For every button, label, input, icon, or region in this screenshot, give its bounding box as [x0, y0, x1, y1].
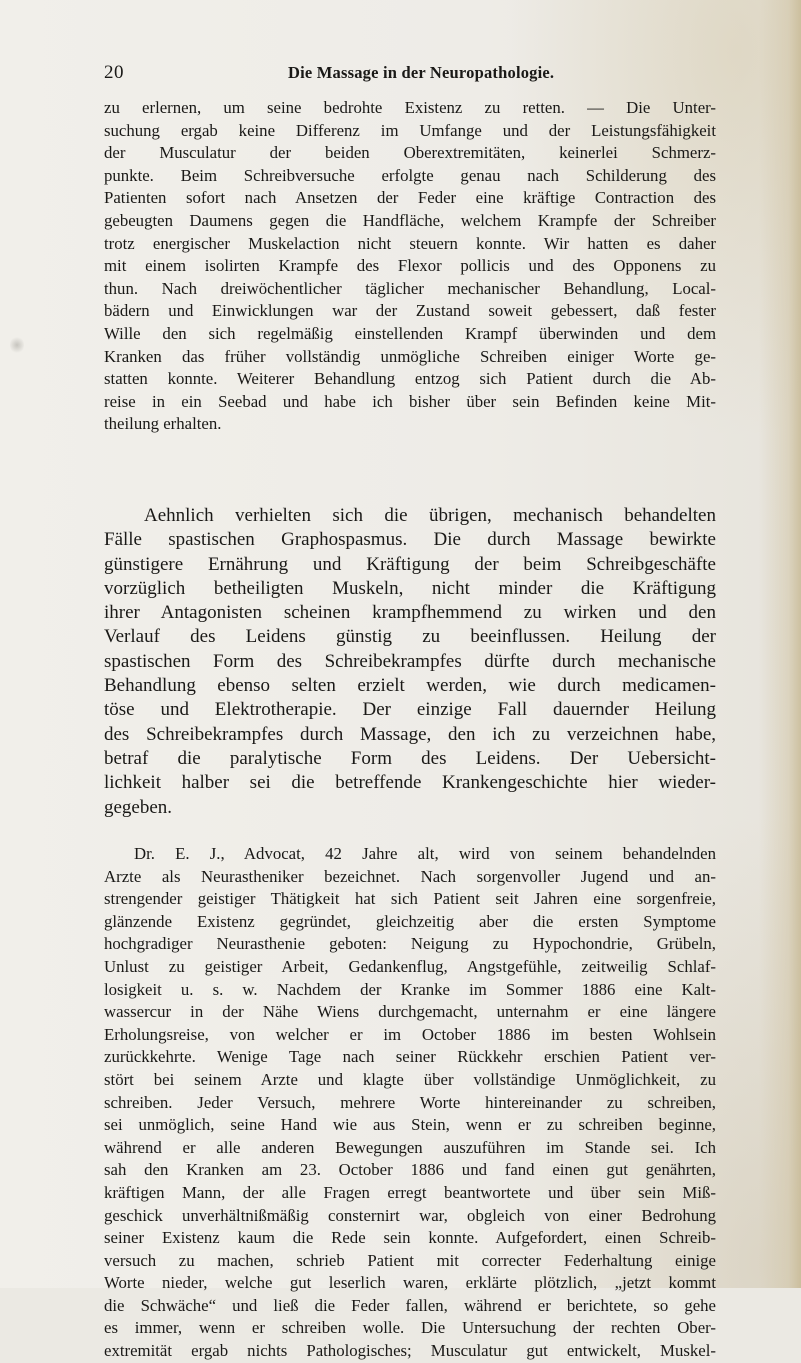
text-line: thun. Nach dreiwöchentlicher täglicher mechanischer Behandlung, Local-: [104, 278, 716, 298]
text-line: günstigere Ernährung und Kräftigung der beim Schreibgeschäfte: [104, 553, 716, 575]
text-line: sah den Kranken am 23. October 1886 und fand einen gut genährten,: [104, 1160, 716, 1180]
text-line: sei unmöglich, seine Hand wie aus Stein, wenn er zu schreiben beginne,: [104, 1115, 716, 1135]
text-line: trotz energischer Muskelaction nicht steuern konnte. Wir hatten es daher: [104, 233, 716, 253]
text-line: Verlauf des Leidens günstig zu beeinflussen. Heilung der: [104, 626, 716, 648]
text-line: Worte nieder, welche gut leserlich waren, erklärte plötzlich, „jetzt kommt: [104, 1273, 716, 1293]
running-title: Die Massage in der Neuropathologie.: [288, 63, 555, 82]
text-line: zu erlernen, um seine bedrohte Existenz zu retten. — Die Unter-: [104, 98, 716, 117]
text-line: glänzende Existenz gegründet, gleichzeitig aber die ersten Symptome: [104, 911, 716, 931]
paragraph-main: [104, 504, 716, 820]
text-line: des Schreibekrampfes durch Massage, den ich zu verzeichnen habe,: [104, 723, 716, 745]
text-line: seiner Existenz kaum die Rede sein konnte. Aufgefordert, einen Schreib-: [104, 1228, 716, 1248]
text-line: statten konnte. Weiterer Behandlung entzog sich Patient durch die Ab-: [104, 369, 716, 389]
page-edge-shading: [759, 0, 801, 1288]
text-line: extremität ergab nichts Pathologisches; Musculatur gut entwickelt, Muskel-: [104, 1341, 716, 1361]
text-line: bädern und Einwicklungen war der Zustand soweit gebessert, daß fester: [104, 301, 716, 321]
page-number: 20: [104, 62, 124, 83]
text-line: vorzüglich betheiligten Muskeln, nicht minder die Kräftigung: [104, 577, 716, 599]
text-line: kräftigen Mann, der alle Fragen erregt beantwortete und über sein Miß-: [104, 1182, 716, 1202]
text-line: Wille den sich regelmäßig einstellenden Krampf überwinden und dem: [104, 323, 716, 343]
paper-stain: [10, 336, 24, 354]
text-line: betraf die paralytische Form des Leidens. Der Uebersicht-: [104, 747, 716, 769]
text-line: Kranken das früher vollständig unmögliche Schreiben einiger Worte ge-: [104, 346, 716, 366]
text-line: es immer, wenn er schreiben wolle. Die Untersuchung der rechten Ober-: [104, 1318, 716, 1338]
text-line: reise in ein Seebad und habe ich bisher über sein Befinden keine Mit-: [104, 391, 716, 411]
text-line: Arzte als Neurastheniker bezeichnet. Nach sorgenvoller Jugend und an-: [104, 866, 716, 886]
text-line: töse und Elektrotherapie. Der einzige Fall dauernder Heilung: [104, 699, 716, 721]
text-line: schreiben. Jeder Versuch, mehrere Worte hintereinander zu schreiben,: [104, 1092, 716, 1112]
text-line: versuch zu machen, schrieb Patient mit correcter Federhaltung einige: [104, 1250, 716, 1270]
text-line: losigkeit u. s. w. Nachdem der Kranke im Sommer 1886 eine Kalt-: [104, 979, 716, 999]
paragraph-case-history: [104, 843, 716, 1363]
running-head: [0, 62, 801, 88]
text-line: Erholungsreise, von welcher er im October 1886 im besten Wohlsein: [104, 1024, 716, 1044]
text-line: lichkeit halber sei die betreffende Krankengeschichte hier wieder-: [104, 772, 716, 794]
text-line: gebeugten Daumens gegen die Handfläche, welchem Krampfe der Schreiber: [104, 210, 716, 230]
text-line: während er alle anderen Bewegungen auszuführen im Stande sei. Ich: [104, 1137, 716, 1157]
text-line: suchung ergab keine Differenz im Umfange und der Leistungsfähigkeit: [104, 120, 716, 140]
text-line: stört bei seinem Arzte und klagte über vollständige Unmöglichkeit, zu: [104, 1069, 716, 1089]
paragraph-continuation: [104, 97, 716, 436]
text-line: wassercur in der Nähe Wiens durchgemacht, unternahm er eine längere: [104, 1002, 716, 1022]
text-line: Fälle spastischen Graphospasmus. Die durch Massage bewirkte: [104, 529, 716, 551]
text-line: spastischen Form des Schreibekrampfes dürfte durch mechanische: [104, 650, 716, 672]
text-line: theilung erhalten.: [104, 414, 222, 434]
text-line: geschick unverhältnißmäßig consternirt war, obgleich von einer Bedrohung: [104, 1205, 716, 1225]
text-line: der Musculatur der beiden Oberextremitäten, keinerlei Schmerz-: [104, 143, 716, 163]
text-line: Dr. E. J., Advocat, 42 Jahre alt, wird von seinem behandelnden: [134, 844, 716, 863]
text-line: Behandlung ebenso selten erzielt werden, wie durch medicamen-: [104, 675, 716, 697]
text-line: mit einem isolirten Krampfe des Flexor pollicis und des Opponens zu: [104, 256, 716, 276]
text-line: Aehnlich verhielten sich die übrigen, mechanisch behandelten: [144, 505, 716, 526]
text-line: strengender geistiger Thätigkeit hat sich Patient seit Jahren eine sorgenfreie,: [104, 889, 716, 909]
text-line: hochgradiger Neurasthenie geboten: Neigung zu Hypochondrie, Grübeln,: [104, 934, 716, 954]
text-line: Patienten sofort nach Ansetzen der Feder eine kräftige Contraction des: [104, 188, 716, 208]
text-line: Unlust zu geistiger Arbeit, Gedankenflug, Angstgefühle, zeitweilig Schlaf-: [104, 956, 716, 976]
text-line: die Schwäche“ und ließ die Feder fallen, während er berichtete, so gehe: [104, 1295, 716, 1315]
text-line: ihrer Antagonisten scheinen krampfhemmend zu wirken und den: [104, 602, 716, 624]
text-line: punkte. Beim Schreibversuche erfolgte genau nach Schilderung des: [104, 165, 716, 185]
text-line: zurückkehrte. Wenige Tage nach seiner Rückkehr erschien Patient ver-: [104, 1047, 716, 1067]
text-line: gegeben.: [104, 796, 173, 818]
